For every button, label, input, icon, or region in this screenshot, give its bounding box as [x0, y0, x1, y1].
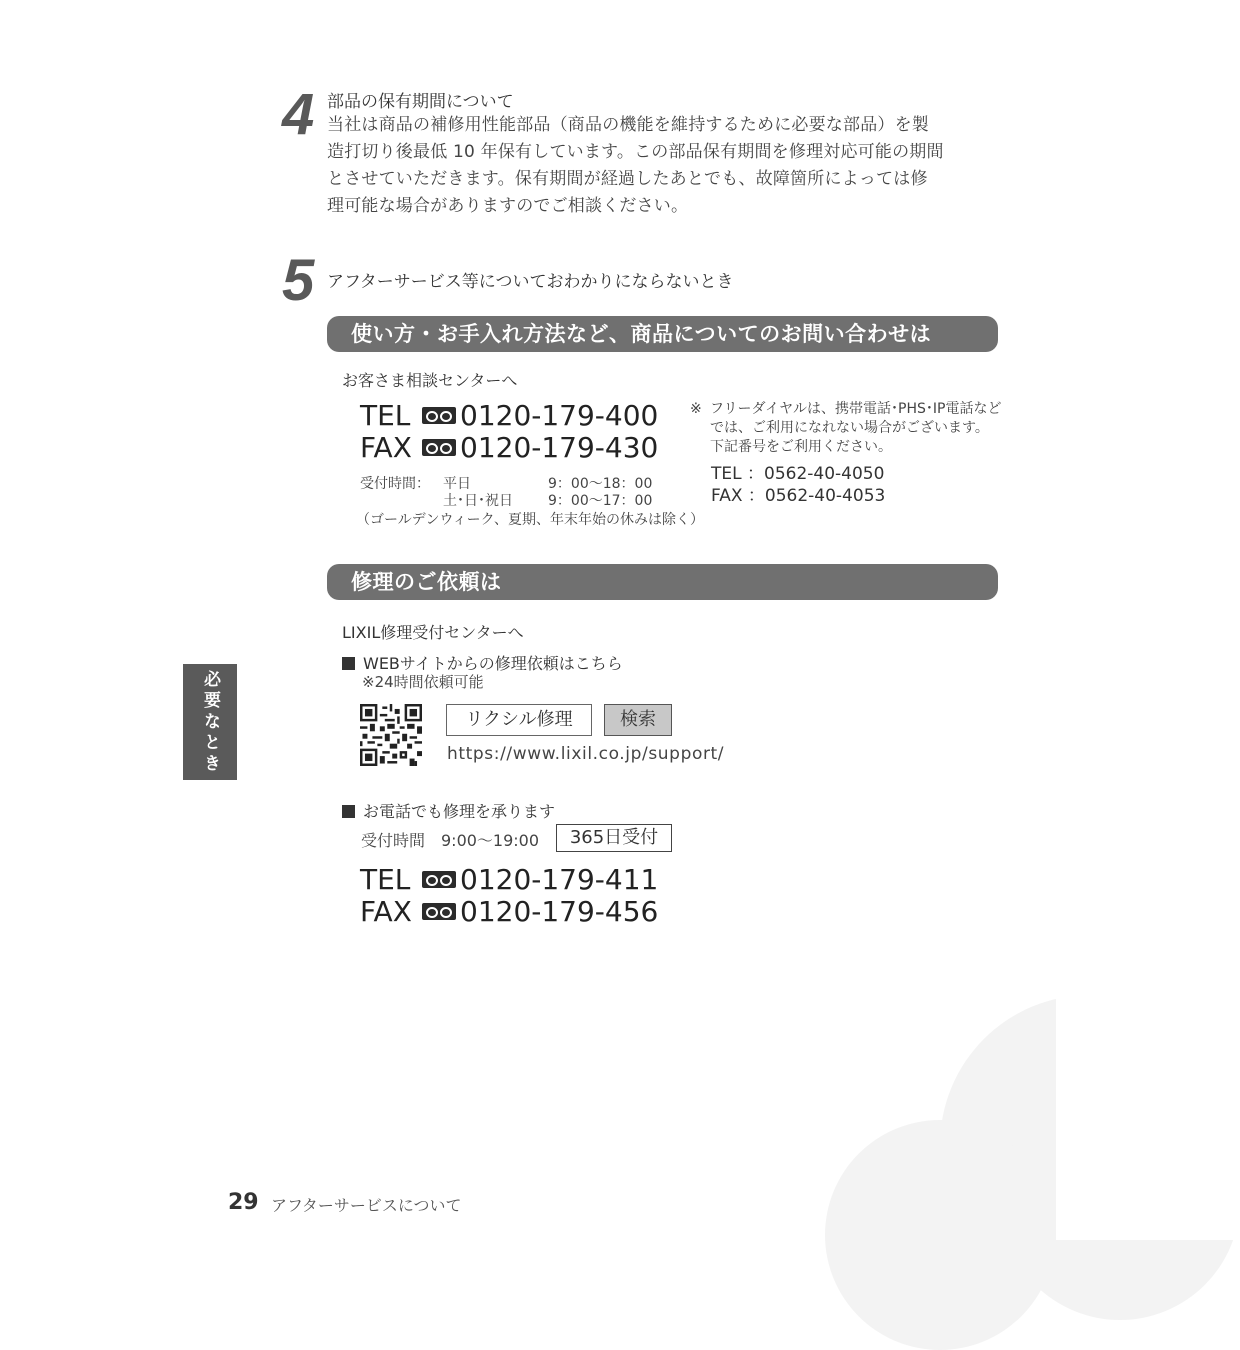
- repair-fax-row: [360, 896, 658, 928]
- freedial-icon: [422, 871, 456, 888]
- repair-tel-number[interactable]: 0120-179-411: [460, 863, 659, 896]
- web-note: ※24時間依頼可能: [362, 673, 484, 691]
- holiday-note: （ゴールデンウィーク、夏期、年末年始の休みは除く）: [356, 512, 705, 528]
- section-4-paragraph: [327, 112, 1007, 220]
- inquiry-fax-number[interactable]: 0120-179-430: [460, 431, 659, 464]
- support-url[interactable]: https://www.lixil.co.jp/support/: [447, 744, 725, 764]
- bullet-square-icon: [342, 657, 355, 670]
- phone-heading: [342, 799, 555, 822]
- freedial-icon: [422, 903, 456, 920]
- repair-banner: 修理のご依頼は: [327, 564, 998, 600]
- freedial-icon: [422, 407, 456, 424]
- weekday-label: 平日: [443, 476, 471, 492]
- web-heading-text: WEBサイトからの修理依頼はこちら: [363, 654, 623, 673]
- note-line: フリーダイヤルは、携帯電話･PHS･IP電話など: [710, 401, 1002, 417]
- search-button[interactable]: 検索: [604, 704, 672, 736]
- page-number: 29: [228, 1190, 259, 1215]
- freedial-icon: [422, 439, 456, 456]
- section-4-title: 部品の保有期間について: [327, 92, 514, 112]
- section-5-title: アフターサービス等についておわかりにならないとき: [327, 272, 734, 292]
- inquiry-center-name: お客さま相談センターへ: [342, 371, 518, 390]
- note-mark: ※: [690, 401, 702, 417]
- note-line: 下記番号をご利用ください。: [710, 439, 892, 455]
- section-5-number: 5: [282, 248, 315, 313]
- weekday-hours: 9：00〜18：00: [548, 476, 653, 492]
- hours-label: 受付時間：: [360, 476, 430, 492]
- phone-heading-text: お電話でも修理を承ります: [363, 802, 556, 821]
- cloud-mask: [1056, 980, 1240, 1240]
- freedial-note: [710, 400, 1010, 457]
- weekend-label: 土･日･祝日: [443, 493, 513, 509]
- inquiry-tel-row: [360, 400, 658, 432]
- paragraph-line: 理可能な場合がありますのでご相談ください。: [327, 196, 689, 216]
- repair-tel-row: [360, 864, 658, 896]
- footer-label: アフターサービスについて: [271, 1196, 462, 1215]
- weekend-hours: 9：00〜17：00: [548, 493, 653, 509]
- bullet-square-icon: [342, 805, 355, 818]
- paragraph-line: 造打切り後最低 10 年保有しています。この部品保有期間を修理対応可能の期間: [327, 142, 944, 162]
- note-line: では、ご利用になれない場合がございます。: [710, 420, 989, 436]
- fax-label: FAX: [360, 895, 412, 928]
- repair-fax-number[interactable]: 0120-179-456: [460, 895, 659, 928]
- 365-day-badge: 365日受付: [556, 824, 672, 852]
- tel-label: TEL: [360, 863, 411, 896]
- alt-fax[interactable]: FAX ：0562-40-4053: [711, 486, 886, 506]
- tel-label: TEL: [360, 399, 411, 432]
- section-4-number: 4: [282, 82, 315, 147]
- inquiry-tel-number[interactable]: 0120-179-400: [460, 399, 659, 432]
- paragraph-line: とさせていただきます。保有期間が経過したあとでも、故障箇所によっては修: [327, 169, 928, 189]
- inquiry-fax-row: [360, 432, 658, 464]
- search-query-box[interactable]: リクシル修理: [446, 704, 592, 736]
- inquiry-banner: 使い方・お手入れ方法など、商品についてのお問い合わせは: [327, 316, 998, 352]
- fax-label: FAX: [360, 431, 412, 464]
- repair-hours: 受付時間 9:00〜19:00: [361, 831, 540, 850]
- repair-center-name: LIXIL修理受付センターへ: [342, 623, 524, 642]
- qr-code[interactable]: [360, 704, 422, 766]
- alt-tel[interactable]: TEL ：0562-40-4050: [711, 464, 885, 484]
- paragraph-line: 当社は商品の補修用性能部品（商品の機能を維持するために必要な部品）を製: [327, 115, 929, 135]
- side-tab: 必要なときに: [183, 664, 237, 780]
